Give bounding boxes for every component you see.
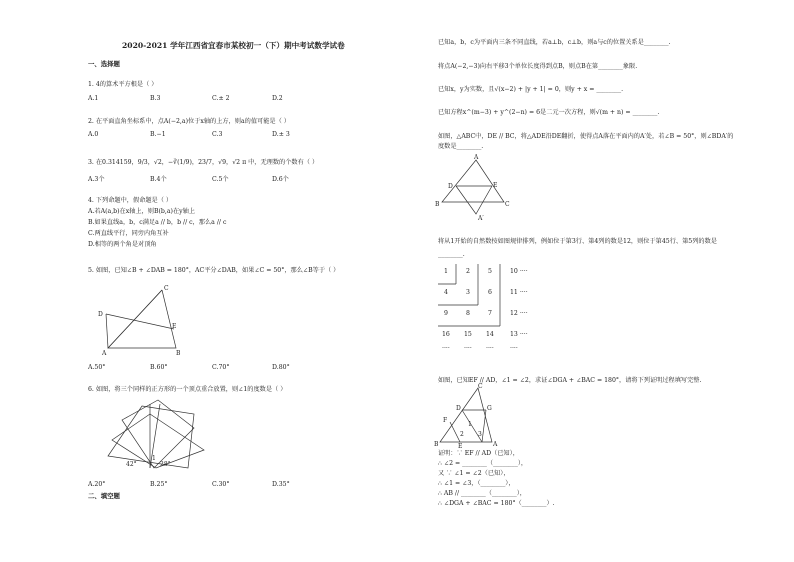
fill-q7-line1: 如图，已知EF // AD，∠1 = ∠2，求证∠DGA + ∠BAC = 180°，请将下列证明过程填写完整. [438,377,702,384]
grid-cell-1-4: 10 ···· [510,268,528,275]
q1-opt-c: C.± 2 [212,95,230,102]
q5-opt-c: C.70° [212,364,230,371]
q2-opt-a: A.0 [88,131,99,138]
grid-cell-3-4: 12 ···· [510,310,528,317]
q4-line-b: B.如果直线a，b，c满足a // b，b // c，那么a // c [88,219,227,226]
q5-label-b: B [176,350,181,357]
page-title: 2020-2021 学年江西省宜春市某校初一（下）期中考试数学试卷 [122,41,345,50]
section-fill: 二、填空题 [88,492,120,500]
fill-q7-figure [434,383,518,450]
q5-label-a: A [102,350,107,357]
fill-q7-label-1: 1 [468,421,472,428]
grid-cell-3-3: 7 [488,310,492,317]
q5-stem: 5. 如图，已知∠B + ∠DAB = 180°，AC平分∠DAB，如果∠C = 50°，那么∠B等于（ ） [88,267,340,274]
grid-cell-4-1: 16 [442,331,450,338]
fill-q5-label-ap: A′ [478,215,484,222]
grid-cell-2-3: 6 [488,289,492,296]
grid-cell-4-4: 13 ···· [510,331,528,338]
fill-q7-label-g: G [487,405,492,412]
number-grid-lines [438,262,518,352]
grid-cell-4-2: 15 [464,331,472,338]
fill-q5-line1: 如图，△ABC中，DE // BC，将△ADE沿DE翻折，使得点A落在平面内的A′处，若∠B = 50°，则∠BDA′的 [438,133,734,140]
proof-line-3: 又 ∵ ∠1 = ∠2（已知）， [438,470,510,477]
q6-label-42: 42° [126,461,137,468]
q5-figure [98,284,208,356]
fill-q2: 将点A(−2,−3)向右平移3个单位长度得到点B，则点B在第________象限. [438,63,638,70]
q6-opt-a: A.20° [88,481,106,488]
fill-q6-line2: ________. [438,251,465,258]
q5-opt-a: A.50° [88,364,106,371]
q1-opt-d: D.2 [272,95,283,102]
q3-opt-d: D.6个 [272,176,289,183]
q5-opt-d: D.80° [272,364,290,371]
grid-cell-1-1: 1 [444,268,448,275]
proof-line-2: ∴ ∠2 = ________（________）， [438,460,528,467]
proof-line-6: ∴ ∠DGA + ∠BAC = 180°（________）. [438,500,555,507]
q5-label-c: C [164,285,169,292]
q4-line-a: A.若A(a,b)在x轴上，则B(b,a)在y轴上 [88,208,196,215]
left-column [82,0,392,562]
q6-opt-b: B.25° [150,481,168,488]
proof-line-5: ∴ AB // ________（________）， [438,490,526,497]
grid-cell-3-2: 8 [466,310,470,317]
fill-q7-label-d: D [456,405,461,412]
q4-line-c: C.两直线平行，同旁内角互补 [88,230,169,237]
grid-cell-2-2: 3 [466,289,470,296]
fill-q5-label-a: A [474,154,479,161]
fill-q7-label-3: 3 [478,431,482,438]
fill-q7-label-a: A [493,441,498,448]
q6-label-28: 28° [160,461,171,468]
q1-opt-b: B.3 [150,95,161,102]
grid-cell-3-1: 9 [444,310,448,317]
grid-cell-2-1: 4 [444,289,448,296]
grid-cell-5-1: ···· [442,345,450,352]
q2-opt-d: D.± 3 [272,131,290,138]
grid-cell-1-2: 2 [466,268,470,275]
q1-stem: 1. 4的算术平方根是（ ） [88,81,158,88]
q1-opt-a: A.1 [88,95,99,102]
fill-q5-label-b: B [435,201,440,208]
fill-q7-label-b: B [434,441,439,448]
q6-stem: 6. 如图，将三个同样的正方形的一个顶点重合放置，则∠1的度数是（ ） [88,386,287,393]
q4-stem: 4. 下列命题中，假命题是（ ） [88,197,173,204]
q5-label-e: E [172,323,177,330]
fill-q7-label-2: 2 [460,431,464,438]
fill-q6-line1: 将从1开始的自然数按如图规律排列，例如位于第3行、第4列的数是12，则位于第45行、第5列的数是 [438,238,717,245]
q6-figure [102,398,222,474]
q2-stem: 2. 在平面直角坐标系中，点A(−2,a)位于x轴的上方，则a的值可能是（ ） [88,118,290,125]
proof-line-1: 证明：∵ EF // AD（已知）， [438,450,519,457]
proof-line-4: ∴ ∠1 = ∠3，（________）， [438,480,515,487]
grid-cell-5-2: ···· [464,345,472,352]
q6-opt-d: D.35° [272,481,290,488]
fill-q5-figure [435,154,518,222]
q6-label-1: 1 [152,455,156,462]
q6-opt-c: C.30° [212,481,230,488]
q3-opt-c: C.5个 [212,176,229,183]
q5-label-d: D [98,311,103,318]
q3-opt-b: B.4个 [150,176,167,183]
q4-line-d: D.相等的两个角是对顶角 [88,241,157,248]
q2-opt-b: B.−1 [150,131,166,138]
q3-stem: 3. 在0.314159，9/3，√2，−∛(1/9)，23/7，√9，√2 π 中，无理数的个数有（ ） [88,159,319,166]
fill-q1: 已知a，b，c为平面内三条不同直线，若a⊥b，c⊥b，则a与c的位置关系是________. [438,39,671,46]
grid-cell-1-3: 5 [488,268,492,275]
fill-q5-label-e: E [493,182,498,189]
q5-opt-b: B.60° [150,364,168,371]
fill-q5-line2: 度数是________. [438,143,484,150]
grid-cell-4-3: 14 [486,331,494,338]
q3-opt-a: A.3个 [88,176,105,183]
q2-opt-c: C.3 [212,131,223,138]
fill-q3: 已知x，y为实数，且√(x−2) + |y + 1| = 0，则y + x = ________. [438,86,624,93]
fill-q7-label-f: F [443,417,448,424]
fill-q7-label-c: C [478,383,483,390]
fill-q4: 已知方程x^(m−3) + y^(2−n) = 6是二元一次方程，则√(m + n) = ________. [438,109,660,116]
right-column [434,0,768,562]
section-choice: 一、选择题 [88,60,120,68]
fill-q5-label-d: D [448,183,453,190]
fill-q5-label-c: C [505,201,510,208]
grid-cell-5-3: ···· [486,345,494,352]
fill-q7-label-e: E [458,443,463,450]
grid-cell-5-4: ···· [510,345,518,352]
grid-cell-2-4: 11 ···· [510,289,528,296]
